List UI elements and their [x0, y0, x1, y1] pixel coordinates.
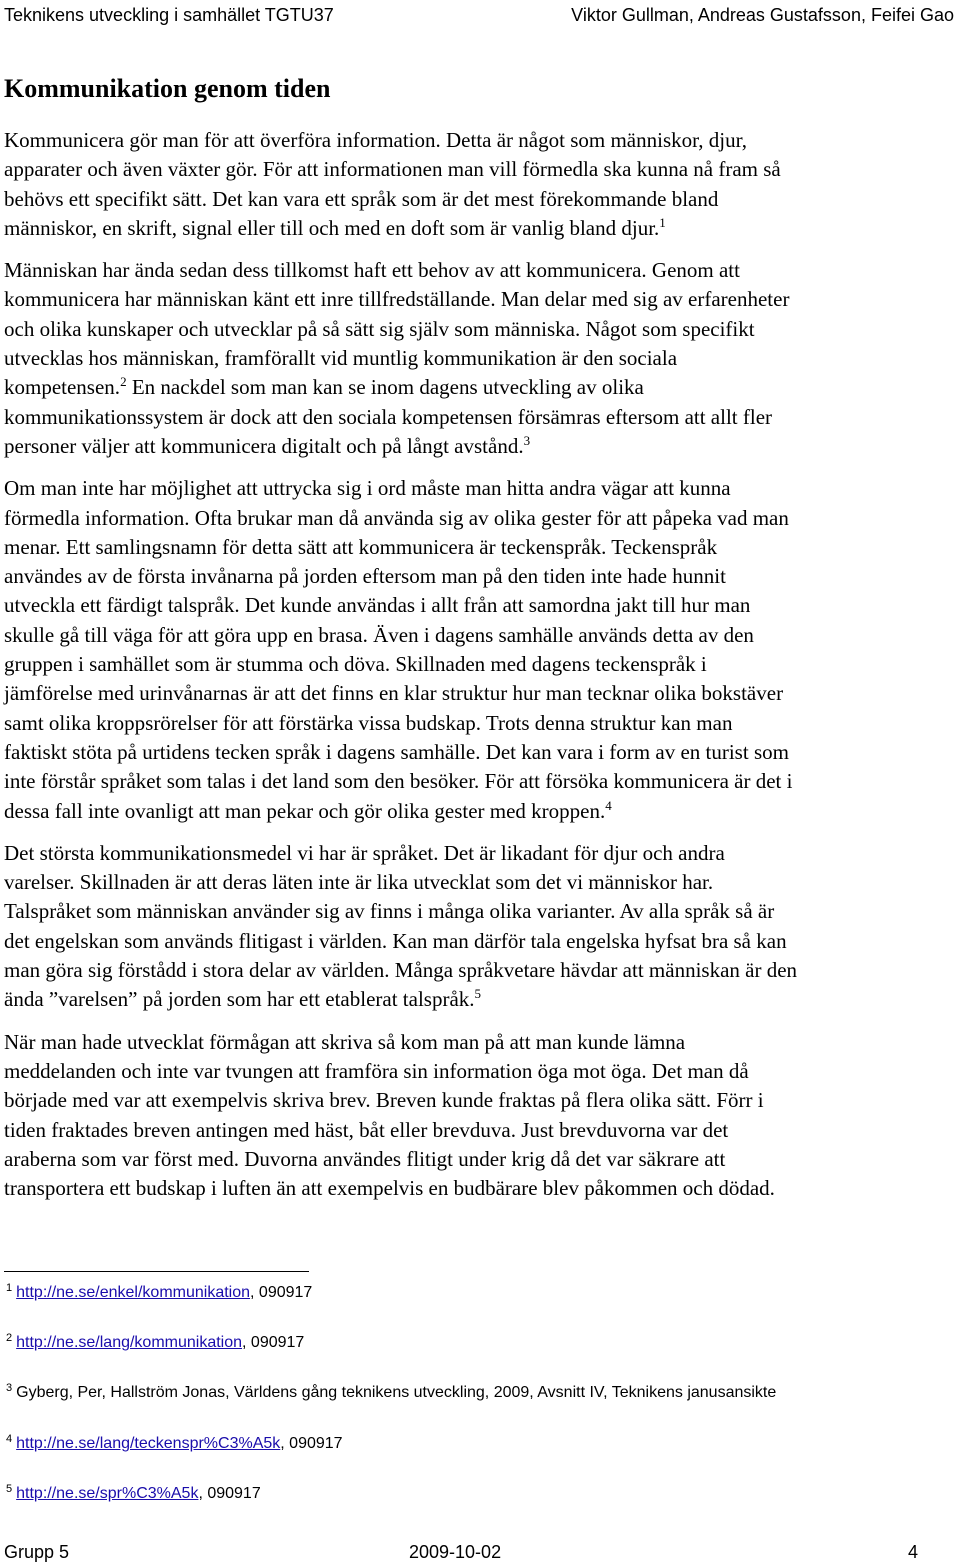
- body-text: [4, 126, 956, 1216]
- text-line-content: dessa fall inte ovanligt att man pekar och gör olika gester med kroppen.: [4, 798, 606, 823]
- footer-page-number: 4: [907, 1542, 918, 1562]
- text-line: tiden fraktades breven antingen med häst, båt eller brevduva. Just brevduvorna var det: [4, 1117, 729, 1142]
- text-line: Talspråket som människan använder sig av finns i många olika varianter. Av alla språk så är: [4, 899, 775, 924]
- footnote-ref[interactable]: 5: [474, 986, 482, 1002]
- text-line: skulle gå till väga för att göra upp en brasa. Även i dagens samhälle används detta av den: [4, 622, 754, 647]
- page-header: [4, 0, 954, 30]
- section-title: Kommunikation genom tiden: [4, 74, 331, 103]
- text-line: varelser. Skillnaden är att deras läten inte är lika utvecklat som det vi människor har.: [4, 870, 714, 895]
- paragraph-4: [4, 839, 956, 1015]
- text-line: kommunicera har människan känt ett inre tillfredställande. Man delar med sig av erfarenheter: [4, 287, 790, 312]
- text-line: inte förstår språket som talas i det land som den besöker. För att försöka kommunicera är det i: [4, 769, 793, 794]
- text-line: gruppen i samhället som är stumma och döva. Skillnaden med dagens teckenspråk i: [4, 652, 707, 677]
- text-line: förmedla information. Ofta brukar man då använda sig av olika gester för att påpeka vad man: [4, 505, 789, 530]
- text-line: När man hade utvecklat förmågan att skriva så kom man på att man kunde lämna: [4, 1029, 686, 1054]
- text-line: [4, 373, 956, 402]
- text-line: samt olika kroppsrörelser för att förstärka vissa budskap. Trots denna struktur kan man: [4, 710, 733, 735]
- paragraph-2: [4, 256, 956, 461]
- footnote-1: [6, 1281, 313, 1302]
- footnote-number: 4: [6, 1432, 13, 1445]
- text-line: användes av de första invånarna på jorden eftersom man på den tiden inte hade hunnit: [4, 564, 726, 589]
- footnote-separator: [4, 1271, 309, 1272]
- text-line: kommunikationssystem är dock att den sociala kompetensen försämras eftersom att allt fler: [4, 404, 773, 429]
- text-line-content: människor, en skrift, signal eller till och med en doft som är vanlig bland djur.: [4, 215, 660, 240]
- footnote-text: Gyberg, Per, Hallström Jonas, Världens gång teknikens utveckling, 2009, Avsnitt IV, Teknikens janusansikte: [16, 1384, 777, 1401]
- text-line: det engelskan som används flitigast i världen. Kan man därför tala engelska hyfsat bra så kan: [4, 928, 787, 953]
- footnote-4: [6, 1432, 343, 1453]
- footnote-text: , 090917: [250, 1284, 313, 1301]
- paragraph-1: [4, 126, 956, 243]
- footnote-text: , 090917: [280, 1435, 343, 1452]
- footnote-2: [6, 1331, 305, 1352]
- text-line: menar. Ett samlingsnamn för detta sätt att kommunicera är teckenspråk. Teckenspråk: [4, 534, 718, 559]
- text-line: jämförelse med urinvånarnas är att det finns en klar struktur hur man tecknar olika bokstäver: [4, 681, 784, 706]
- footnote-number: 2: [6, 1331, 13, 1344]
- text-line: [4, 432, 956, 461]
- text-line: började med var att exempelvis skriva brev. Breven kunde fraktas på flera olika sätt. Förr i: [4, 1088, 764, 1113]
- footnote-link[interactable]: http://ne.se/lang/teckenspr%C3%A5k: [16, 1435, 281, 1452]
- text-line: Kommunicera gör man för att överföra information. Detta är något som människor, djur,: [4, 128, 748, 152]
- text-line: meddelanden och inte var tvungen att framföra sin information öga mot öga. Det man då: [4, 1058, 749, 1083]
- text-line: man göra sig förstådd i stora delar av världen. Många språkvetare hävdar att människan är den: [4, 958, 798, 983]
- text-line: behövs ett specifikt sätt. Det kan vara ett språk som är det mest förekommande bland: [4, 186, 719, 211]
- footnote-text: , 090917: [198, 1485, 261, 1502]
- header-course: Teknikens utveckling i samhället TGTU37: [4, 4, 334, 25]
- text-line: utvecklas hos människan, framförallt vid muntlig kommunikation är den sociala: [4, 346, 678, 371]
- header-authors: Viktor Gullman, Andreas Gustafsson, Feifei Gao: [571, 4, 954, 25]
- footnote-number: 5: [6, 1482, 13, 1495]
- footnote-ref[interactable]: 1: [659, 214, 666, 230]
- text-line: Människan har ända sedan dess tillkomst haft ett behov av att kommunicera. Genom att: [4, 258, 740, 283]
- text-line-content: ända ”varelsen” på jorden som har ett etablerat talspråk.: [4, 987, 475, 1012]
- text-line-content: kompetensen.: [4, 375, 121, 400]
- text-line: transportera ett budskap i luften än att exempelvis en budbärare blev påkommen och dödad.: [4, 1176, 775, 1201]
- text-line: Det största kommunikationsmedel vi har är språket. Det är likadant för djur och andra: [4, 840, 725, 865]
- footnote-ref[interactable]: 3: [523, 432, 531, 448]
- footer-date: 2009-10-02: [409, 1542, 502, 1562]
- footnote-text: , 090917: [242, 1334, 305, 1351]
- text-line: araberna som var först med. Duvorna användes flitigt under krig då det var säkrare att: [4, 1146, 726, 1171]
- footnote-3: [6, 1381, 777, 1402]
- footnote-link[interactable]: http://ne.se/lang/kommunikation: [16, 1334, 243, 1351]
- footnote-link[interactable]: http://ne.se/enkel/kommunikation: [16, 1284, 251, 1301]
- page-footer: [4, 1538, 918, 1568]
- paragraph-3: [4, 474, 956, 826]
- text-line-continuation: En nackdel som man kan se inom dagens utveckling av olika: [126, 375, 644, 400]
- text-line-content: personer väljer att kommunicera digitalt och på långt avstånd.: [4, 433, 524, 458]
- footnote-ref[interactable]: 4: [605, 797, 612, 813]
- text-line: [4, 797, 956, 826]
- text-line: apparater och även växter gör. För att informationen man vill förmedla ska kunna nå fram så: [4, 157, 781, 182]
- footnote-link[interactable]: http://ne.se/spr%C3%A5k: [16, 1485, 199, 1502]
- paragraph-5: [4, 1028, 956, 1204]
- text-line: [4, 214, 956, 243]
- footnote-number: 3: [6, 1381, 13, 1394]
- footnote-number: 1: [6, 1281, 13, 1294]
- footnote-ref[interactable]: 2: [120, 374, 127, 390]
- text-line: och olika kunskaper och utvecklar på så sätt sig själv som människa. Något som specifikt: [4, 316, 755, 341]
- footer-group: Grupp 5: [4, 1542, 70, 1562]
- text-line: utveckla ett färdigt talspråk. Det kunde användas i allt från att samordna jakt till hur man: [4, 593, 751, 618]
- text-line: Om man inte har möjlighet att uttrycka sig i ord måste man hitta andra vägar att kunna: [4, 476, 731, 501]
- footnote-5: [6, 1482, 261, 1503]
- text-line: faktiskt stöta på urtidens tecken språk i dagens samhälle. Det kan vara i form av en turist som: [4, 739, 789, 764]
- text-line: [4, 985, 956, 1014]
